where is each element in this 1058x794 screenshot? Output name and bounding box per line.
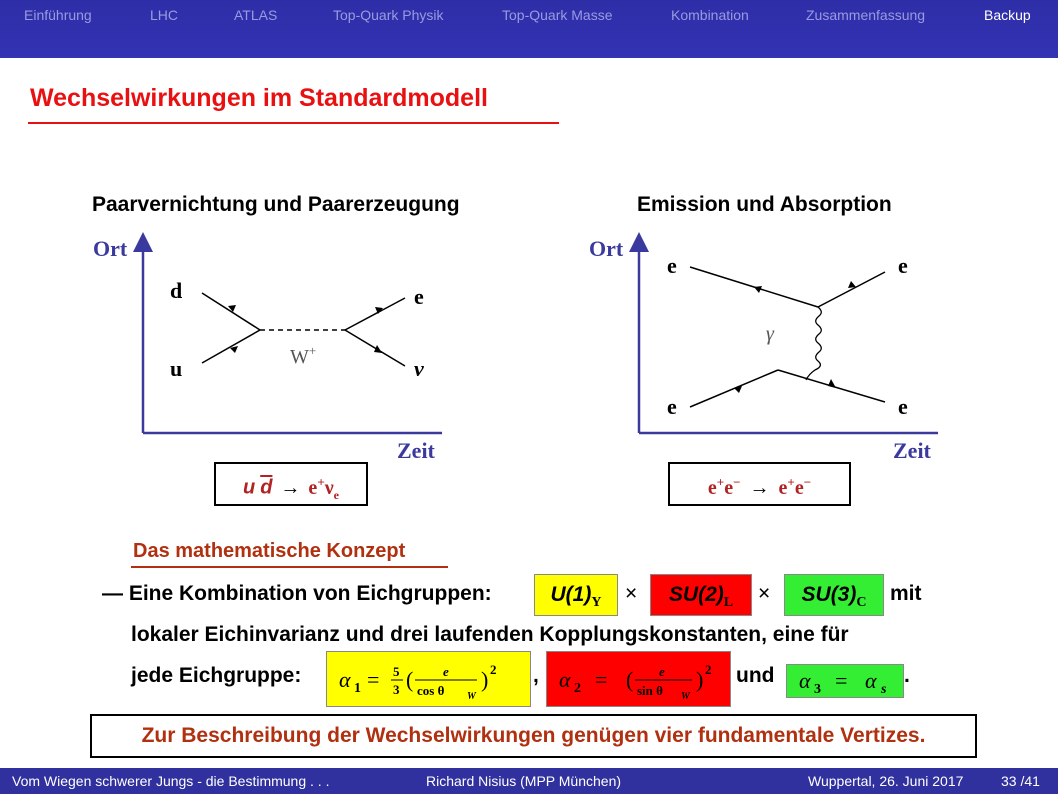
navigation-bar [0,0,1058,58]
upper-electron-out-line [818,272,885,307]
svg-text:2: 2 [490,662,497,677]
comma: , [533,664,539,687]
neutrino-label: ν [414,356,424,381]
gauge-invariance-text: lokaler Eichinvarianz und drei laufenden Kopplungskonstanten, eine für [131,623,849,646]
title-underline [28,122,559,124]
electron-neutrino: $\nu_e$ [324,476,339,502]
electron-bottom-left-label: e [667,394,677,419]
math-heading-underline [131,566,448,568]
gauge-group-u1: $U(1)_Y$ [534,574,618,616]
right-reaction-formula [668,462,851,506]
svg-text:5: 5 [393,664,400,679]
alpha1-formula [326,651,531,707]
x-axis-label: Zeit [893,438,931,463]
footer-date[interactable]: Wuppertal, 26. Juni 2017 [808,773,964,789]
coupling-prefix-text: jede Eichgruppe: [131,664,302,687]
x-axis-label: Zeit [397,438,435,463]
gauge-group-text: — Eine Kombination von Eichgruppen: [102,582,492,605]
photon-label: γ [766,323,774,345]
reaction-arrow: → [280,476,301,499]
alpha2-math [547,652,730,706]
svg-text:=: = [367,667,380,692]
alpha3-math [787,665,903,697]
nav-item-top-quark-masse[interactable]: Top-Quark Masse [502,7,613,23]
svg-text:=: = [835,668,848,693]
footer-page-number: 33 /41 [1001,773,1040,789]
electron-top-right-label: e [898,253,908,278]
quark-u: u [242,476,256,499]
u-quark-line [202,330,260,363]
electron-label: e [414,284,424,309]
right-diagram-title: Emission und Absorption [637,193,892,216]
u-quark-label: u [170,356,183,381]
left-feynman-diagram [80,230,460,470]
positron: e+ [707,474,725,499]
footer-talk-title[interactable]: Vom Wiegen schwerer Jungs - die Bestimmung . . . [12,773,330,789]
svg-text:1: 1 [354,681,361,696]
svg-text:s: s [881,682,887,697]
nav-item-einfuehrung[interactable]: Einführung [24,7,92,23]
svg-text:(: ( [626,667,634,692]
y-axis-label: Ort [93,236,128,261]
positron: e+ [778,474,795,499]
d-quark-label: d [170,278,183,303]
nav-item-backup[interactable]: Backup [984,7,1031,23]
times-symbol: × [758,582,771,605]
svg-text:3: 3 [814,682,821,697]
svg-text:cos θ: cos θ [417,683,445,698]
gauge-group-su2: $SU(2)_L$ [650,574,752,616]
lower-electron-in-arrow [734,386,742,393]
left-diagram-title: Paarvernichtung und Paarerzeugung [92,193,460,216]
svg-text:2: 2 [705,662,712,677]
left-reaction-formula [214,462,368,506]
antiquark-d: $\overline{d}$ [260,476,273,499]
mit-text: mit [890,582,922,605]
photon-line [806,307,821,380]
svg-text:): ) [696,667,704,692]
right-feynman-diagram [580,230,960,470]
footer-bar [0,768,1058,794]
reaction-arrow: → [749,476,770,499]
summary-box: Zur Beschreibung der Wechselwirkungen genügen vier fundamentale Vertizes. [90,714,977,758]
svg-text:(: ( [406,667,414,692]
math-heading: Das mathematische Konzept [133,540,406,562]
page-title: Wechselwirkungen im Standardmodell [30,84,488,112]
upper-electron-out-arrow [848,281,856,288]
svg-text:α: α [799,668,811,693]
svg-text:W: W [681,691,690,702]
svg-text:α: α [559,667,571,692]
gauge-group-su3: $SU(3)_C$ [784,574,884,616]
lower-electron-out-arrow [828,379,836,388]
neutrino-arrow [374,345,382,353]
neutrino-line [345,330,405,366]
y-axis-label: Ort [589,236,624,261]
svg-text:e: e [659,664,665,679]
nav-item-zusammenfassung[interactable]: Zusammenfassung [806,7,926,23]
svg-text:α: α [865,668,877,693]
svg-text:2: 2 [574,681,581,696]
svg-text:3: 3 [393,682,400,697]
nav-item-atlas[interactable]: ATLAS [234,7,278,23]
und-text: und [736,664,775,687]
electron-line [345,298,405,330]
lower-electron-in-line [690,370,778,407]
svg-text:=: = [595,667,608,692]
alpha2-formula [546,651,731,707]
times-symbol: × [625,582,638,605]
footer-author[interactable]: Richard Nisius (MPP München) [426,773,622,789]
electron: e− [724,474,741,499]
svg-text:e: e [443,664,449,679]
electron-top-left-label: e [667,253,677,278]
w-boson-label: W+ [290,343,317,368]
alpha3-formula [786,664,904,698]
nav-item-lhc[interactable]: LHC [150,7,179,23]
d-quark-line [202,293,260,330]
electron-bottom-right-label: e [898,394,908,419]
alpha1-math [327,652,530,706]
svg-text:): ) [481,667,489,692]
svg-text:sin θ: sin θ [637,683,663,698]
svg-text:α: α [339,667,351,692]
period: . [904,664,910,687]
nav-item-top-quark-physik[interactable]: Top-Quark Physik [333,7,444,23]
electron: e− [794,474,812,499]
nav-item-kombination[interactable]: Kombination [671,7,749,23]
svg-text:W: W [467,691,476,702]
positron: e+ [308,474,325,499]
